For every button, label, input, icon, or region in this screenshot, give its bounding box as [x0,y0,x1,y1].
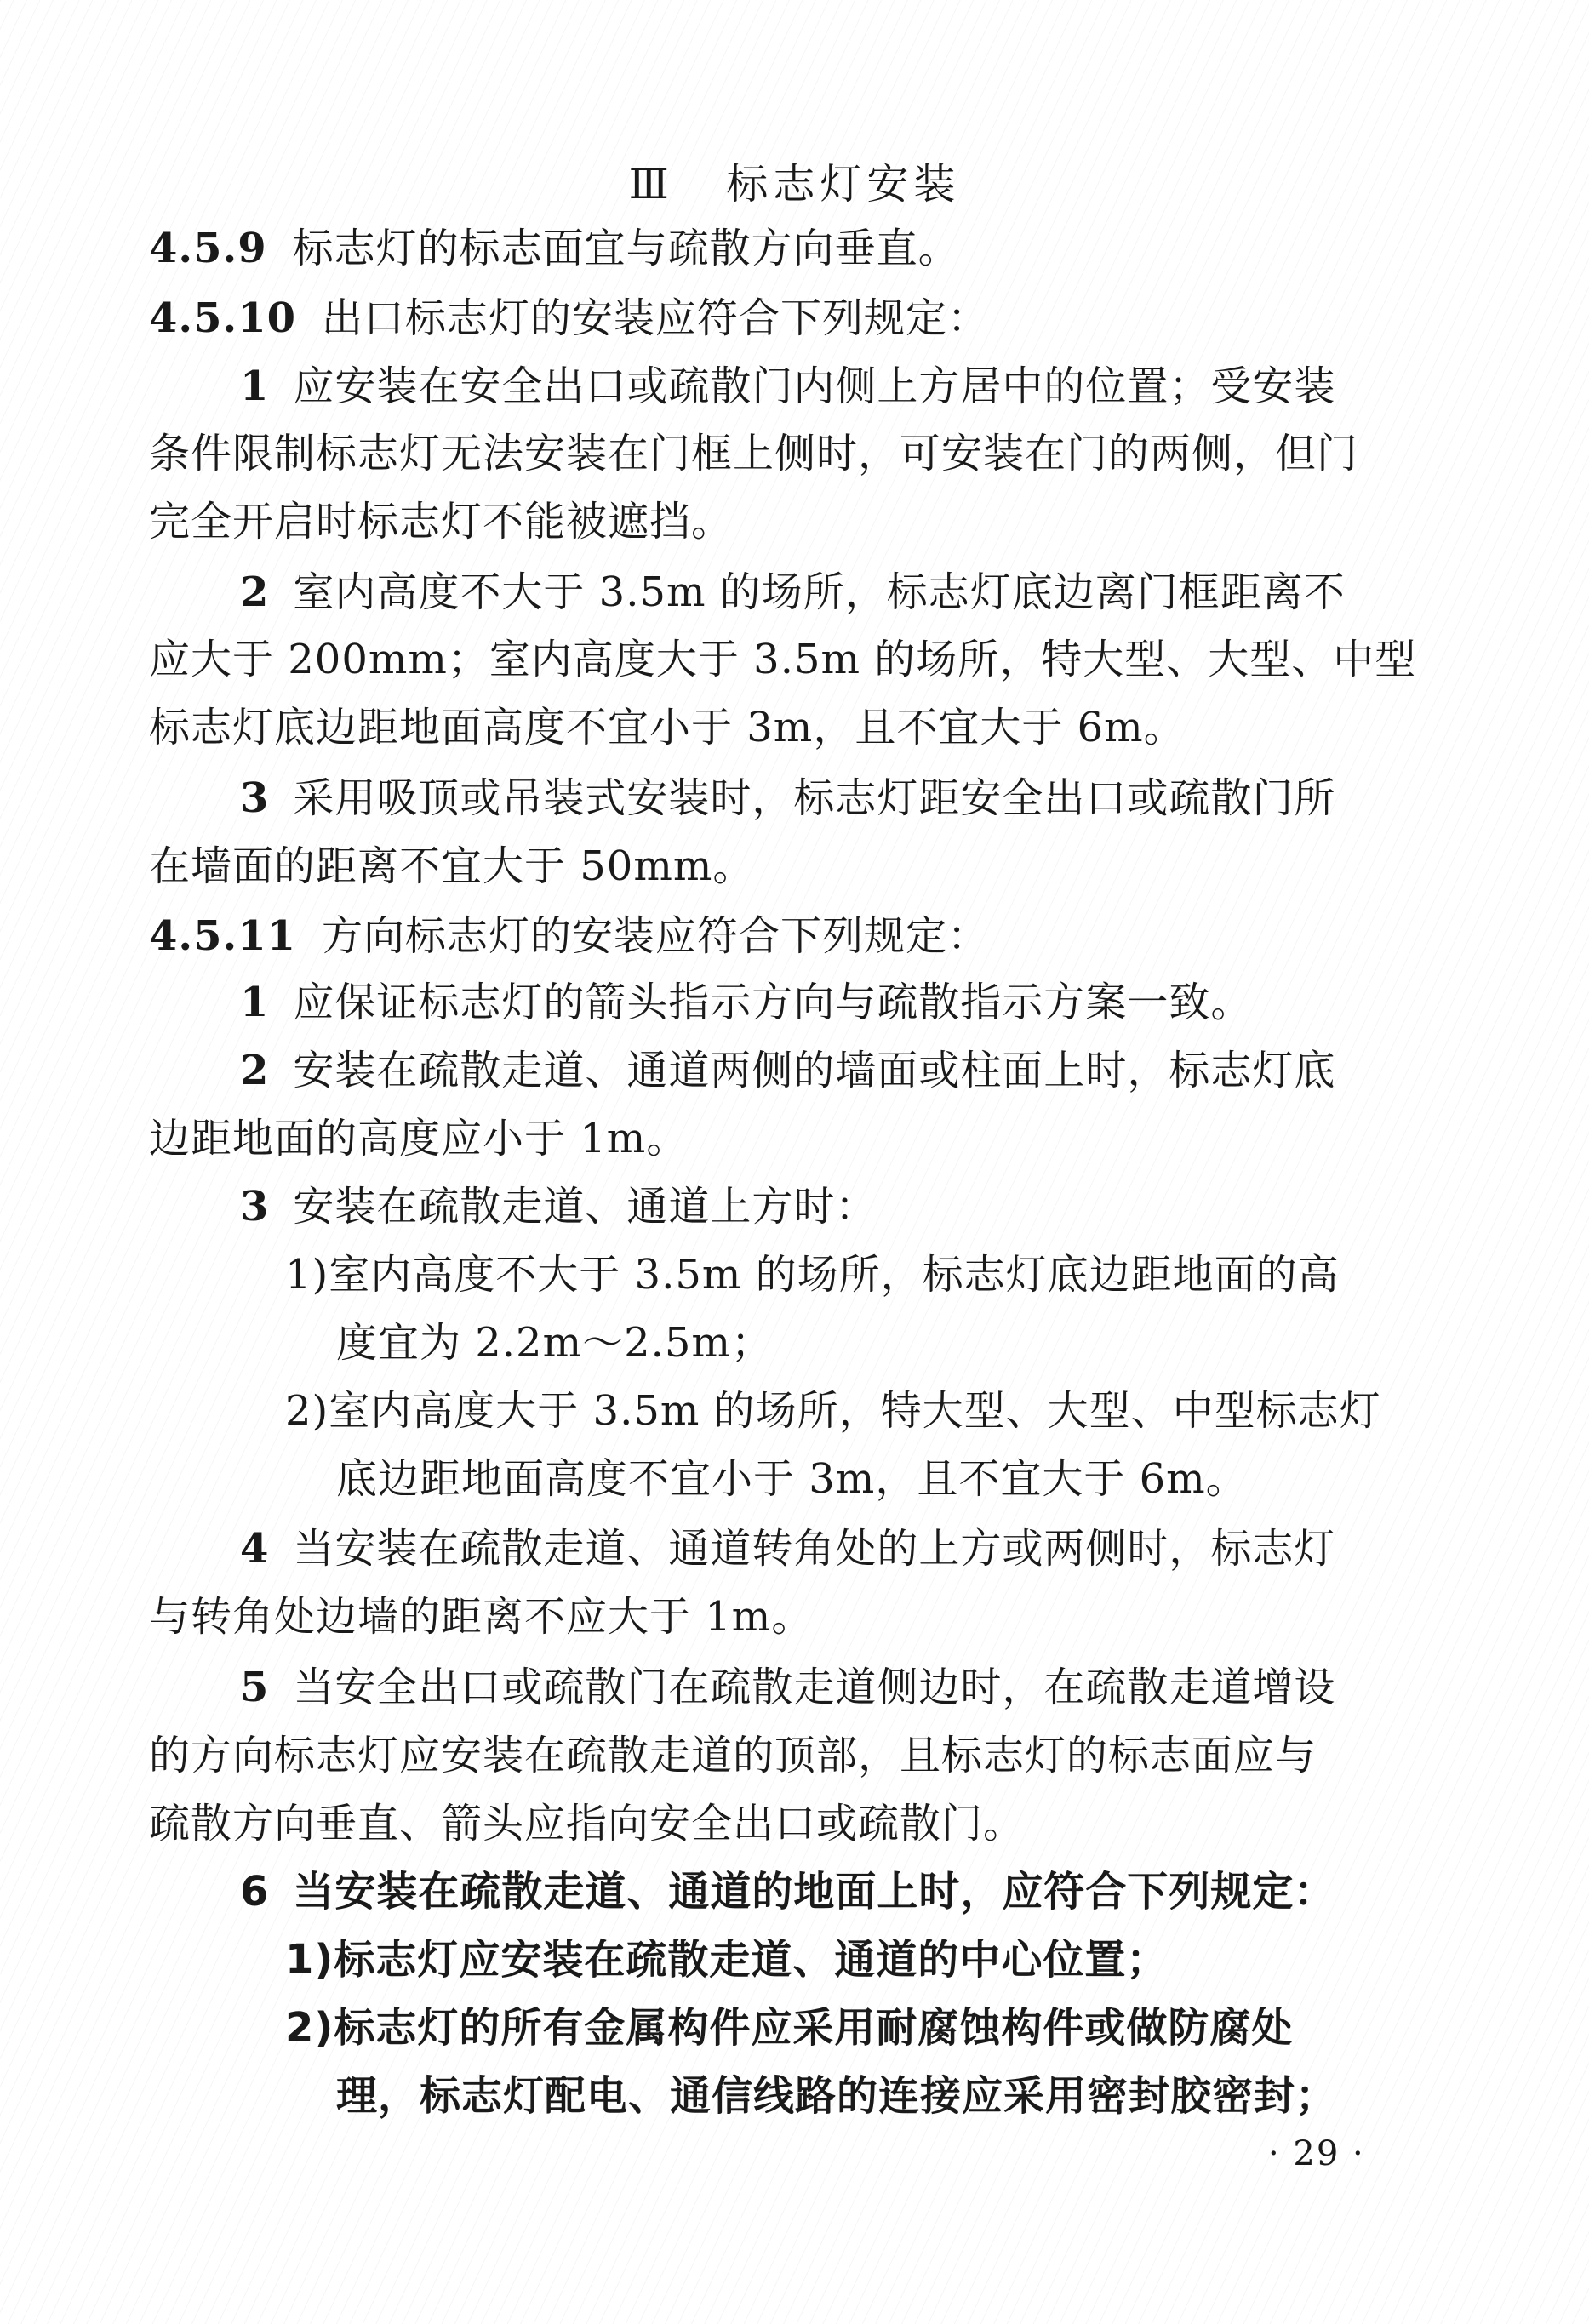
clause-4-5-11 [149,911,989,962]
subitem-text-line: 标志灯的所有金属构件应采用耐腐蚀构件或做防腐处 [334,2004,1294,2052]
item-4-5-10-1 [240,361,1335,412]
item-text-line: 应保证标志灯的箭头指示方向与疏散指示方案一致。 [293,979,1253,1026]
item-text-line: 完全开启时标志灯不能被遮挡。 [149,498,734,545]
subitem-number: 1) [285,1251,329,1299]
item-text-line: 应安装在安全出口或疏散门内侧上方居中的位置；受安装 [293,363,1336,410]
item-number: 4 [240,1525,270,1573]
subitem-text-line: 底边距地面高度不宜小于 3m，且不宜大于 6m。 [336,1455,1248,1503]
subitem-3-2 [285,1385,1381,1436]
item-4-5-10-3 [240,773,1335,824]
item-number: 3 [240,774,270,822]
item-text-line: 边距地面的高度应小于 1m。 [149,1115,689,1162]
subitem-text-line: 室内高度不大于 3.5m 的场所，标志灯底边距地面的高 [329,1251,1340,1299]
item-4-5-11-6 [240,1866,1335,1917]
subitem-text-line: 度宜为 2.2m～2.5m； [336,1319,773,1367]
section-title: Ⅲ 标志灯安装 [628,160,961,208]
subitem-3-1 [285,1249,1340,1300]
item-text-line: 当安全出口或疏散门在疏散走道侧边时，在疏散走道增设 [293,1664,1336,1711]
item-text-line: 标志灯底边距地面高度不宜小于 3m，且不宜大于 6m。 [149,704,1186,751]
item-text-line: 安装在疏散走道、通道上方时： [293,1183,877,1231]
item-text-line: 在墙面的距离不宜大于 50mm。 [149,842,755,890]
item-text-line: 疏散方向垂直、箭头应指向安全出口或疏散门。 [149,1800,1026,1847]
subitem-number: 1) [285,1936,334,1984]
item-text-line: 与转角处边墙的距离不应大于 1m。 [149,1593,814,1641]
item-4-5-11-5 [240,1662,1335,1713]
item-number: 5 [240,1664,270,1711]
clause-number: 4.5.11 [149,912,297,960]
subitem-text-line: 标志灯应安装在疏散走道、通道的中心位置； [334,1936,1169,1984]
clause-4-5-10 [149,293,989,344]
item-4-5-11-2 [240,1045,1335,1096]
item-4-5-11-1 [240,977,1252,1028]
item-text-line: 当安装在疏散走道、通道的地面上时，应符合下列规定： [293,1868,1336,1916]
subitem-number: 2) [285,2004,334,2052]
subitem-6-1 [285,1934,1168,1985]
subitem-text-line: 室内高度大于 3.5m 的场所，特大型、大型、中型标志灯 [329,1387,1381,1435]
item-text-line: 条件限制标志灯无法安装在门框上侧时，可安装在门的两侧，但门 [149,430,1359,477]
clause-text: 标志灯的标志面宜与疏散方向垂直。 [292,225,960,272]
subitem-number: 2) [285,1387,329,1435]
item-number: 3 [240,1183,270,1231]
clause-4-5-9 [149,223,960,274]
clause-number: 4.5.9 [149,225,267,272]
item-text-line: 安装在疏散走道、通道两侧的墙面或柱面上时，标志灯底 [293,1047,1336,1094]
item-4-5-11-4 [240,1523,1335,1574]
item-4-5-11-3 [240,1181,877,1232]
item-number: 2 [240,1047,270,1094]
item-text-line: 室内高度不大于 3.5m 的场所，标志灯底边离门框距离不 [293,568,1346,616]
item-number: 2 [240,568,270,616]
item-text-line: 采用吸顶或吊装式安装时，标志灯距安全出口或疏散门所 [293,774,1336,822]
clause-number: 4.5.10 [149,294,297,342]
subitem-text-line: 理，标志灯配电、通信线路的连接应采用密封胶密封； [336,2072,1338,2120]
page-number: · 29 · [1268,2134,1365,2173]
subitem-6-2 [285,2002,1293,2053]
item-text-line: 当安装在疏散走道、通道转角处的上方或两侧时，标志灯 [293,1525,1336,1573]
item-text-line: 的方向标志灯应安装在疏散走道的顶部，且标志灯的标志面应与 [149,1732,1317,1779]
item-4-5-10-2 [240,567,1346,618]
item-number: 1 [240,979,270,1026]
clause-text: 出口标志灯的安装应符合下列规定： [322,294,990,342]
item-number: 6 [240,1868,270,1916]
item-text-line: 应大于 200mm；室内高度大于 3.5m 的场所，特大型、大型、中型 [149,636,1417,683]
clause-text: 方向标志灯的安装应符合下列规定： [322,912,990,960]
item-number: 1 [240,363,270,410]
